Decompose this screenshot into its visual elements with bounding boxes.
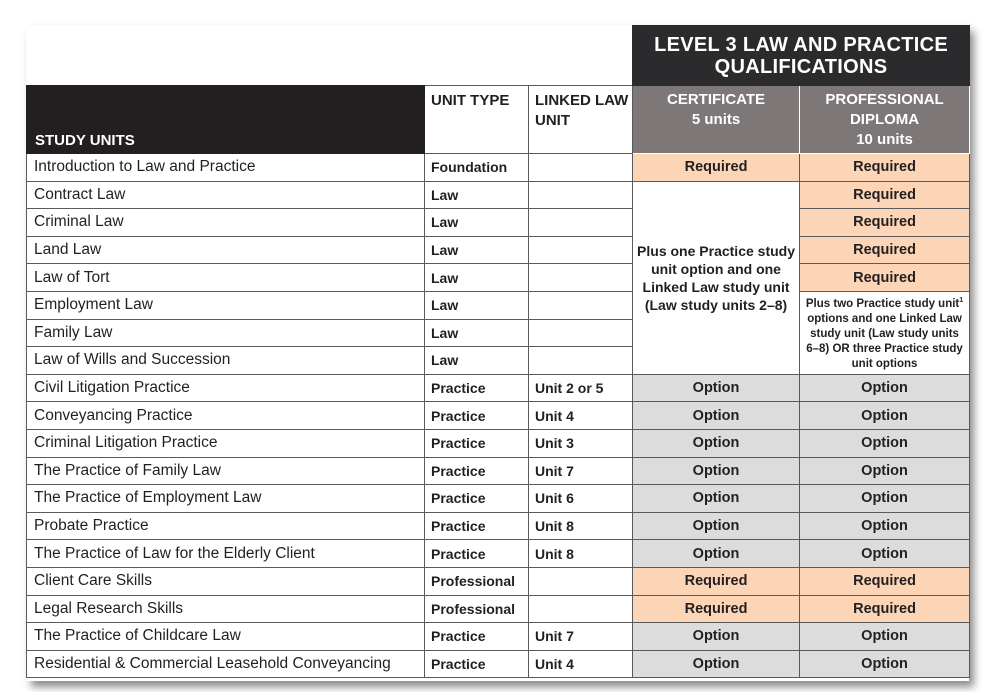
certificate-option: Option	[633, 374, 800, 402]
table-row	[27, 374, 970, 402]
diploma-option: Option	[800, 485, 970, 513]
unit-type: Law	[425, 181, 529, 209]
certificate-option: Option	[633, 512, 800, 540]
table-row	[27, 154, 970, 182]
unit-type: Law	[425, 209, 529, 237]
diploma-option: Option	[800, 512, 970, 540]
diploma-option: Option	[800, 650, 970, 678]
study-unit-name: Residential & Commercial Leasehold Conveyancing	[27, 650, 425, 678]
linked-law-unit	[529, 154, 633, 182]
study-unit-name: Family Law	[27, 319, 425, 347]
linked-law-unit-header: LINKED LAW UNIT	[529, 86, 633, 154]
unit-type: Law	[425, 347, 529, 375]
unit-type-header: UNIT TYPE	[425, 86, 529, 154]
study-unit-name: The Practice of Employment Law	[27, 485, 425, 513]
linked-law-unit	[529, 236, 633, 264]
study-unit-name: Employment Law	[27, 291, 425, 319]
certificate-required: Required	[633, 567, 800, 595]
unit-type: Practice	[425, 540, 529, 568]
unit-type: Practice	[425, 457, 529, 485]
certificate-units: 5 units	[691, 111, 741, 128]
linked-law-unit	[529, 291, 633, 319]
diploma-required: Required	[800, 154, 970, 182]
certificate-header	[633, 86, 800, 154]
linked-law-unit	[529, 567, 633, 595]
unit-type: Practice	[425, 374, 529, 402]
table-row	[27, 402, 970, 430]
linked-law-unit: Unit 7	[529, 623, 633, 651]
study-unit-name: Conveyancing Practice	[27, 402, 425, 430]
certificate-name: CERTIFICATE	[667, 91, 766, 108]
table-title: LEVEL 3 LAW AND PRACTICE QUALIFICATIONS	[633, 26, 970, 86]
certificate-option: Option	[633, 457, 800, 485]
study-unit-name: Civil Litigation Practice	[27, 374, 425, 402]
study-unit-name: Introduction to Law and Practice	[27, 154, 425, 182]
diploma-required: Required	[800, 181, 970, 209]
diploma-header	[800, 86, 970, 154]
study-unit-name: Legal Research Skills	[27, 595, 425, 623]
table-row	[27, 181, 970, 209]
diploma-required: Required	[800, 209, 970, 237]
study-unit-name: Land Law	[27, 236, 425, 264]
certificate-option: Option	[633, 623, 800, 651]
certificate-required: Required	[633, 154, 800, 182]
unit-type: Professional	[425, 567, 529, 595]
diploma-option: Option	[800, 374, 970, 402]
linked-law-unit: Unit 7	[529, 457, 633, 485]
linked-law-unit	[529, 595, 633, 623]
diploma-units: 10 units	[856, 131, 913, 148]
unit-type: Professional	[425, 595, 529, 623]
top-left-blank	[27, 26, 633, 86]
table-row	[27, 623, 970, 651]
certificate-option: Option	[633, 650, 800, 678]
study-unit-name: Criminal Law	[27, 209, 425, 237]
diploma-option: Option	[800, 540, 970, 568]
study-unit-name: The Practice of Family Law	[27, 457, 425, 485]
qualifications-card	[26, 25, 969, 681]
study-units-header: STUDY UNITS	[27, 86, 425, 154]
linked-law-unit	[529, 181, 633, 209]
unit-type: Practice	[425, 650, 529, 678]
table-row	[27, 650, 970, 678]
linked-law-unit: Unit 2 or 5	[529, 374, 633, 402]
certificate-option: Option	[633, 485, 800, 513]
table-row	[27, 540, 970, 568]
unit-type: Practice	[425, 429, 529, 457]
unit-type: Law	[425, 319, 529, 347]
study-unit-name: Client Care Skills	[27, 567, 425, 595]
linked-law-unit: Unit 4	[529, 402, 633, 430]
linked-law-unit	[529, 264, 633, 292]
unit-type: Law	[425, 236, 529, 264]
certificate-option: Option	[633, 429, 800, 457]
table-row	[27, 595, 970, 623]
table-row	[27, 457, 970, 485]
study-unit-name: Contract Law	[27, 181, 425, 209]
table-row	[27, 291, 970, 319]
table-row	[27, 512, 970, 540]
diploma-required: Required	[800, 264, 970, 292]
footnote-marker: 1	[959, 297, 964, 305]
qualifications-table	[26, 25, 970, 678]
table-row	[27, 209, 970, 237]
diploma-option: Option	[800, 429, 970, 457]
linked-law-unit: Unit 4	[529, 650, 633, 678]
unit-type: Practice	[425, 402, 529, 430]
table-row	[27, 485, 970, 513]
table-body	[27, 154, 970, 678]
study-unit-name: The Practice of Law for the Elderly Client	[27, 540, 425, 568]
diploma-option: Option	[800, 402, 970, 430]
unit-type: Practice	[425, 623, 529, 651]
linked-law-unit	[529, 319, 633, 347]
diploma-option: Option	[800, 623, 970, 651]
linked-law-unit	[529, 347, 633, 375]
linked-law-unit: Unit 3	[529, 429, 633, 457]
table-row	[27, 236, 970, 264]
study-unit-name: Law of Tort	[27, 264, 425, 292]
diploma-required: Required	[800, 595, 970, 623]
unit-type: Law	[425, 264, 529, 292]
diploma-name: PROFESSIONAL DIPLOMA	[825, 91, 944, 128]
unit-type: Foundation	[425, 154, 529, 182]
unit-type: Practice	[425, 485, 529, 513]
study-unit-name: Probate Practice	[27, 512, 425, 540]
study-unit-name: Criminal Litigation Practice	[27, 429, 425, 457]
study-unit-name: The Practice of Childcare Law	[27, 623, 425, 651]
certificate-option: Option	[633, 540, 800, 568]
study-unit-name: Law of Wills and Succession	[27, 347, 425, 375]
unit-type: Practice	[425, 512, 529, 540]
diploma-required: Required	[800, 236, 970, 264]
diploma-note	[800, 291, 970, 374]
linked-law-unit	[529, 209, 633, 237]
diploma-note-part-b: options and one Linked Law study unit (Law study units 6–8) OR three Practice study unit options	[806, 313, 963, 371]
linked-law-unit: Unit 6	[529, 485, 633, 513]
table-row	[27, 567, 970, 595]
diploma-required: Required	[800, 567, 970, 595]
linked-law-unit: Unit 8	[529, 540, 633, 568]
table-row	[27, 264, 970, 292]
table-row	[27, 429, 970, 457]
diploma-option: Option	[800, 457, 970, 485]
unit-type: Law	[425, 291, 529, 319]
certificate-note: Plus one Practice study unit option and one Linked Law study unit (Law study units 2–8)	[633, 181, 800, 374]
diploma-note-part-a: Plus two Practice study unit	[805, 298, 960, 311]
certificate-required: Required	[633, 595, 800, 623]
linked-law-unit: Unit 8	[529, 512, 633, 540]
certificate-option: Option	[633, 402, 800, 430]
